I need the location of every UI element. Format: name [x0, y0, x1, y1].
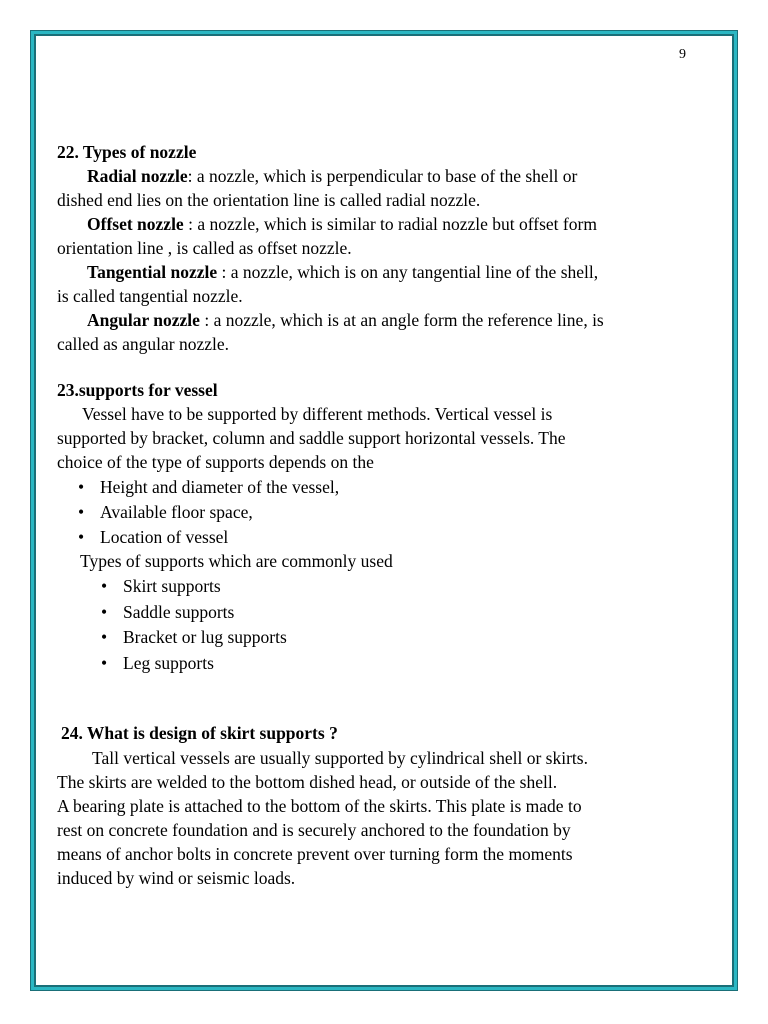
- type-bracket-supports: Bracket or lug supports: [123, 627, 287, 647]
- bullet-icon: •: [101, 576, 108, 596]
- skirt-paragraph-line4: rest on concrete foundation and is securely anchored to the foundation by: [57, 820, 571, 840]
- skirt-paragraph-line2: The skirts are welded to the bottom dished head, or outside of the shell.: [57, 772, 558, 792]
- factor-location: Location of vessel: [100, 527, 229, 547]
- offset-nozzle-line1: [87, 213, 597, 235]
- list-item: [78, 501, 253, 523]
- type-leg-supports: Leg supports: [123, 653, 214, 673]
- section-heading-vessel-supports: 23.supports for vessel: [57, 380, 218, 400]
- radial-nozzle-text1: : a nozzle, which is perpendicular to base of the shell or: [187, 166, 578, 186]
- bullet-icon: •: [78, 477, 85, 497]
- offset-nozzle-term: Offset nozzle: [87, 214, 184, 234]
- skirt-paragraph-line6: induced by wind or seismic loads.: [57, 868, 296, 888]
- tangential-nozzle-line1: [87, 261, 598, 283]
- list-item: [101, 652, 214, 674]
- section-heading-nozzle-types: 22. Types of nozzle: [57, 142, 197, 162]
- bullet-icon: •: [78, 502, 85, 522]
- offset-nozzle-text1: : a nozzle, which is similar to radial nozzle but offset form: [183, 214, 597, 234]
- tangential-nozzle-line2: is called tangential nozzle.: [57, 286, 243, 306]
- support-types-intro: Types of supports which are commonly used: [80, 551, 393, 571]
- radial-nozzle-term: Radial nozzle: [87, 166, 188, 186]
- bullet-icon: •: [78, 527, 85, 547]
- bullet-icon: •: [101, 602, 108, 622]
- angular-nozzle-line1: [87, 309, 604, 331]
- supports-paragraph-line3: choice of the type of supports depends on the: [57, 452, 374, 472]
- section-heading-skirt-design: 24. What is design of skirt supports ?: [61, 723, 338, 743]
- list-item: [101, 575, 221, 597]
- radial-nozzle-line2: dished end lies on the orientation line is called radial nozzle.: [57, 190, 481, 210]
- bullet-icon: •: [101, 653, 108, 673]
- skirt-paragraph-line1: Tall vertical vessels are usually supported by cylindrical shell or skirts.: [92, 748, 588, 768]
- angular-nozzle-line2: called as angular nozzle.: [57, 334, 229, 354]
- skirt-paragraph-line5: means of anchor bolts in concrete prevent over turning form the moments: [57, 844, 573, 864]
- offset-nozzle-line2: orientation line , is called as offset nozzle.: [57, 238, 352, 258]
- supports-paragraph-line2: supported by bracket, column and saddle support horizontal vessels. The: [57, 428, 566, 448]
- type-saddle-supports: Saddle supports: [123, 602, 235, 622]
- supports-paragraph-line1: Vessel have to be supported by different methods. Vertical vessel is: [82, 404, 553, 424]
- list-item: [101, 601, 234, 623]
- page-number: 9: [679, 47, 686, 62]
- angular-nozzle-text1: : a nozzle, which is at an angle form the reference line, is: [199, 310, 604, 330]
- skirt-paragraph-line3: A bearing plate is attached to the bottom of the skirts. This plate is made to: [57, 796, 582, 816]
- list-item: [78, 526, 228, 548]
- factor-floor-space: Available floor space,: [100, 502, 253, 522]
- bullet-icon: •: [101, 627, 108, 647]
- list-item: [78, 476, 339, 498]
- tangential-nozzle-term: Tangential nozzle: [87, 262, 218, 282]
- factor-height-diameter: Height and diameter of the vessel,: [100, 477, 340, 497]
- list-item: [101, 626, 287, 648]
- tangential-nozzle-text1: : a nozzle, which is on any tangential line of the shell,: [217, 262, 599, 282]
- type-skirt-supports: Skirt supports: [123, 576, 221, 596]
- angular-nozzle-term: Angular nozzle: [87, 310, 200, 330]
- radial-nozzle-line1: [87, 165, 577, 187]
